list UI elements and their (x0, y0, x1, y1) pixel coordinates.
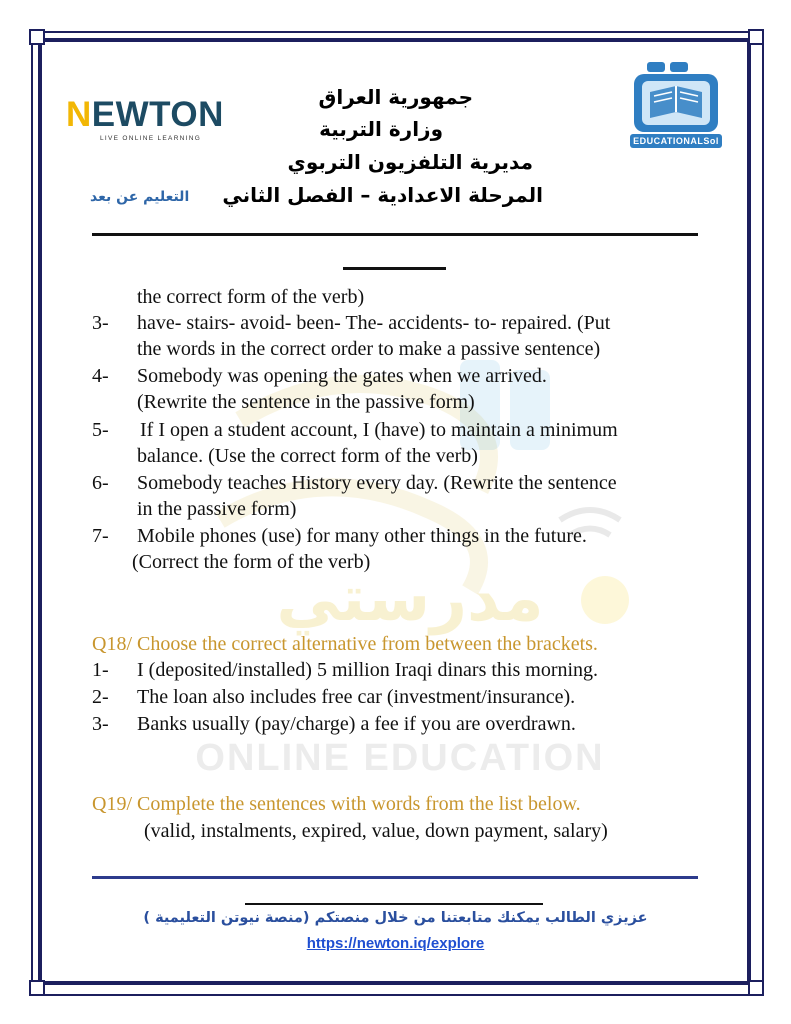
frame-corner-bottom-right (748, 980, 764, 996)
footer-divider (92, 876, 698, 879)
item-text: the words in the correct order to make a passive sentence) (137, 338, 601, 360)
item-number: 3- (92, 312, 109, 334)
q18-item-text: I (deposited/installed) 5 million Iraqi dinars this morning. (137, 659, 599, 681)
remote-learning-label: التعليم عن بعد (90, 189, 190, 205)
book-screen-icon (630, 60, 722, 134)
educational-logo (630, 60, 722, 150)
footer-short-divider (245, 903, 543, 905)
newton-logo (66, 96, 236, 146)
newton-logo-initial: N (66, 95, 92, 134)
q18-item-text: The loan also includes free car (investment/insurance). (137, 686, 576, 708)
q19-heading: Q19/ Complete the sentences with words from the list below. (92, 793, 581, 815)
continuation-line: the correct form of the verb) (137, 286, 365, 308)
frame-corner-top-right (748, 29, 764, 45)
q18-item-number: 1- (92, 659, 109, 681)
header-line-directorate: مديرية التلفزيون التربوي (287, 150, 533, 174)
item-text: balance. (Use the correct form of the verb) (137, 445, 478, 467)
watermark-arabic: مدرستي (276, 562, 544, 636)
item-number: 6- (92, 472, 109, 494)
watermark-text: ONLINE EDUCATION (195, 737, 605, 779)
item-text: (Correct the form of the verb) (132, 551, 371, 573)
educational-logo-label: EDUCATIONALSol (630, 134, 722, 148)
q18-item-number: 3- (92, 713, 109, 735)
item-text: in the passive form) (137, 498, 297, 520)
item-text: Mobile phones (use) for many other things in the future. (137, 525, 587, 547)
header-line-republic: جمهورية العراق (318, 85, 473, 109)
item-text: Somebody was opening the gates when we arrived. (137, 365, 547, 387)
q18-item-text: Banks usually (pay/charge) a fee if you are overdrawn. (137, 713, 576, 735)
item-text: Somebody teaches History every day. (Rewrite the sentence (137, 472, 617, 494)
item-text: (Rewrite the sentence in the passive form) (137, 391, 475, 413)
q18-heading: Q18/ Choose the correct alternative from between the brackets. (92, 633, 598, 655)
newton-logo-word: EWTON (91, 95, 224, 134)
q18-item-number: 2- (92, 686, 109, 708)
footer-explore-link[interactable]: https://newton.iq/explore (306, 935, 485, 952)
item-text: have- stairs- avoid- been- The- accidents- to- repaired. (Put (137, 312, 611, 334)
frame-corner-bottom-left (29, 980, 45, 996)
item-number: 7- (92, 525, 109, 547)
header-divider (92, 233, 698, 236)
newton-logo-tagline: LIVE ONLINE LEARNING (100, 135, 202, 142)
item-number: 4- (92, 365, 109, 387)
item-number: 5- (92, 419, 109, 441)
q19-word-list: (valid, instalments, expired, value, down payment, salary) (144, 820, 608, 842)
footer-follow-text: عزيزي الطالب يمكنك متابعتنا من خلال منصتكم (منصة نيوتن التعليمية ) (143, 910, 648, 926)
header-line-ministry: وزارة التربية (319, 117, 443, 141)
frame-corner-top-left (29, 29, 45, 45)
header-line-stage: المرحلة الاعدادية – الفصل الثاني (222, 183, 543, 207)
header-short-divider (343, 267, 446, 270)
item-text: If I open a student account, I (have) to maintain a minimum (140, 419, 618, 441)
